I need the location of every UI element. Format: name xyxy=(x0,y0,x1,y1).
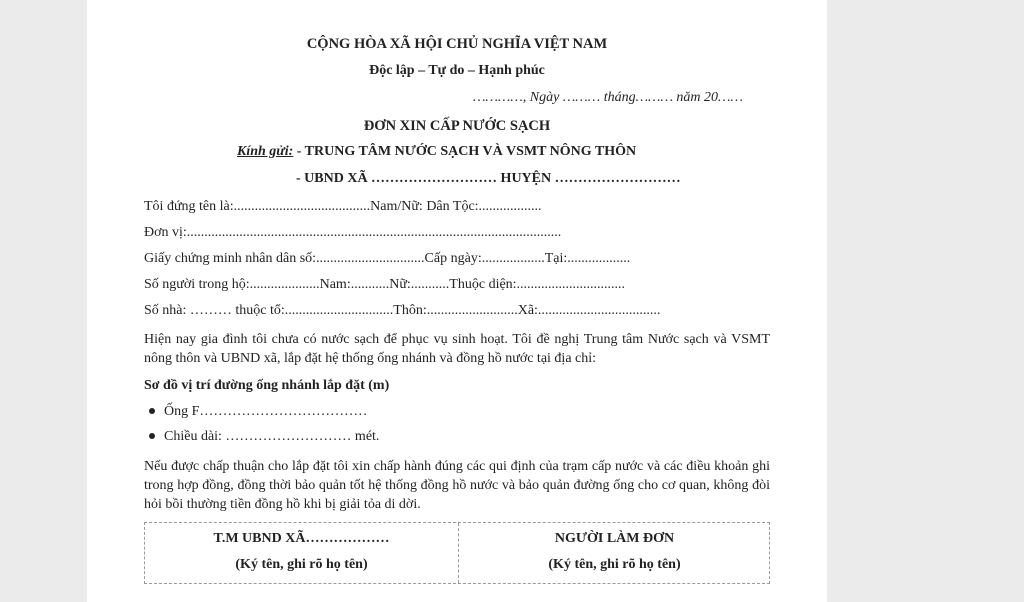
field-address: Số nhà: ……… thuộc tổ:...............................Thôn:..........................Xã:................................... xyxy=(144,303,661,318)
commune-signature-note: (Ký tên, ghi rõ họ tên) xyxy=(235,557,368,572)
document-title: ĐƠN XIN CẤP NƯỚC SẠCH xyxy=(363,118,551,134)
bullet-icon xyxy=(149,433,155,439)
list-item xyxy=(149,428,379,446)
applicant-signature-note: (Ký tên, ghi rõ họ tên) xyxy=(548,557,681,572)
commitment-paragraph: Nếu được chấp thuận cho lắp đặt tôi xin chấp hành đúng các qui định của trạm cấp nước và các điều khoản ghi trong hợp đồng, đồng thời bảo quản tốt hệ thống đồng hồ nước và bảo quản đường ống cho cơ quan, không đòi hỏi bồi thường tiền đồng hồ khi bị giải tỏa di dời. xyxy=(144,459,770,512)
motto: Độc lập – Tự do – Hạnh phúc xyxy=(369,63,545,78)
recipient-line-1 xyxy=(237,143,636,161)
field-full-name: Tôi đứng tên là:.......................................Nam/Nữ: Dân Tộc:.................. xyxy=(144,199,542,214)
recipient-label: Kính gửi: xyxy=(237,144,294,159)
field-unit: Đơn vị:........................................................................................................... xyxy=(144,225,562,240)
request-paragraph: Hiện nay gia đình tôi chưa có nước sạch để phục vụ sinh hoạt. Tôi đề nghị Trung tâm Nước sạch và VSMT nông thôn và UBND xã, lắp đặt hệ thống ống nhánh và đồng hồ nước tại địa chỉ: xyxy=(144,332,770,366)
republic-heading: CỘNG HÒA XÃ HỘI CHỦ NGHĨA VIỆT NAM xyxy=(306,36,608,52)
field-household: Số người trong hộ:....................Nam:...........Nữ:...........Thuộc diện:............................... xyxy=(144,277,626,292)
commune-signature-title: T.M UBND XÃ……………… xyxy=(213,531,390,546)
pipe-section-heading: Sơ đồ vị trí đường ống nhánh lắp đặt (m) xyxy=(144,378,390,393)
field-id-card: Giấy chứng minh nhân dân số:...............................Cấp ngày:..................Tại:.................. xyxy=(144,251,631,266)
list-item xyxy=(149,403,367,421)
date-line: …………, Ngày ……… tháng……… năm 20…… xyxy=(473,90,743,105)
signature-table xyxy=(144,522,770,584)
document-page xyxy=(87,0,827,602)
pipe-item-label: Ống F……………………………… xyxy=(164,404,368,419)
applicant-signature-title: NGƯỜI LÀM ĐƠN xyxy=(554,531,675,546)
bullet-icon xyxy=(149,408,155,414)
length-item-label: Chiều dài: ……………………… mét. xyxy=(164,429,380,444)
recipient-line-2: - UBND XÃ ……………………… HUYỆN ……………………… xyxy=(296,171,681,186)
recipient-1: - TRUNG TÂM NƯỚC SẠCH VÀ VSMT NÔNG THÔN xyxy=(293,144,637,159)
